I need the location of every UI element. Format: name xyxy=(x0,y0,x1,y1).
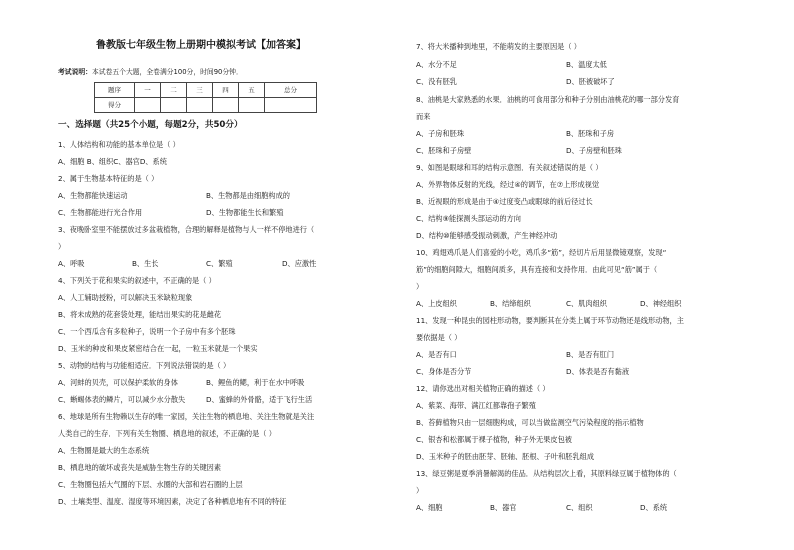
question-11: 11、发现一种昆虫的园柱形动物，要判断其在分类上属于环节动物还是线形动物，主 xyxy=(416,316,684,325)
score-row xyxy=(95,98,317,113)
score-header-cell: 三 xyxy=(187,83,213,98)
question-9: 9、如图是眼球和耳的结构示意图．有关叙述错误的是（ ） xyxy=(416,163,603,172)
score-header-cell: 五 xyxy=(239,83,265,98)
score-header-cell: 二 xyxy=(161,83,187,98)
score-cell xyxy=(265,98,317,113)
question-4: 4、下列关于花和果实的叙述中，不正确的是（ ） xyxy=(58,276,216,285)
option-c: C、银杏和松都属于裸子植物，种子外无果皮包被 xyxy=(416,435,572,444)
question-10-cont: 筋”的细胞间隙大，细胞间质多，具有连接和支持作用．由此可见“筋”属于（ xyxy=(416,265,658,274)
score-cell xyxy=(239,98,265,113)
option-d: D、生物都能生长和繁殖 xyxy=(206,208,284,217)
option-b: B、生物都是由细胞构成的 xyxy=(206,191,290,200)
instructions-label: 考试说明： xyxy=(58,68,92,76)
option-c: C、肌肉组织 xyxy=(566,299,607,308)
option-b: B、是否有肛门 xyxy=(566,350,615,359)
option-a: A、水分不足 xyxy=(416,60,457,69)
option-d: D、蜜蜂的外骨骼，适于飞行生活 xyxy=(206,395,313,404)
option-b: B、鲤鱼的鳃，利于在水中呼吸 xyxy=(206,378,305,387)
question-7: 7、将大米播种到地里，不能萌发的主要原因是（ ） xyxy=(416,42,581,51)
option-a: A、上皮组织 xyxy=(416,299,457,308)
option-c: C、胚珠和子房壁 xyxy=(416,146,472,155)
option-c: C、蜥蜴体表的鳞片，可以减少水分散失 xyxy=(58,395,186,404)
question-13: 13、绿豆粥是夏季消暑解渴的佳品．从结构层次上看，其原料绿豆属于植物体的（ xyxy=(416,469,677,478)
option-a: A、子房和胚珠 xyxy=(416,129,465,138)
option-d: D、玉米种子的胚由胚芽、胚轴、胚根、子叶和胚乳组成 xyxy=(416,452,595,461)
option-d: D、神经组织 xyxy=(640,299,682,308)
score-cell xyxy=(213,98,239,113)
score-row-label: 得分 xyxy=(95,98,135,113)
option-c: C、没有胚乳 xyxy=(416,77,457,86)
option-d: D、系统 xyxy=(640,503,668,512)
exam-instructions xyxy=(58,69,243,76)
question-3-cont: ） xyxy=(58,242,66,251)
option-d: D、结构⑩能够感受振动刺激，产生神经冲动 xyxy=(416,231,558,240)
option-d: D、胚被破坏了 xyxy=(566,77,615,86)
option-a: A、外界物体反射的光线，经过④的调节，在⑦上形成视觉 xyxy=(416,180,600,189)
score-header-cell: 一 xyxy=(135,83,161,98)
option-b: B、近视眼的形成是由于④过度变凸或眼球的前后径过长 xyxy=(416,197,593,206)
score-cell xyxy=(135,98,161,113)
option-c: C、身体是否分节 xyxy=(416,367,472,376)
question-11-cont: 要依据是（ ） xyxy=(416,333,462,342)
option-a: A、呼吸 xyxy=(58,259,85,268)
question-5: 5、动物的结构与功能相适应．下列说法错误的是（ ） xyxy=(58,361,231,370)
option-b: B、结缔组织 xyxy=(490,299,531,308)
score-table xyxy=(94,82,317,113)
question-8-cont: 而来 xyxy=(416,112,431,121)
question-8: 8、油桃是大家熟悉的水果．油桃的可食用部分和种子分别由油桃花的哪一部分发育 xyxy=(416,95,680,104)
question-6-cont: 人类自己的生存．下列有关生物圈、栖息地的叙述，不正确的是（ ） xyxy=(58,429,276,438)
score-header-cell: 题序 xyxy=(95,83,135,98)
option-a: A、生物都能快速运动 xyxy=(58,191,128,200)
option-line: A、细胞 B、组织C、器官D、系统 xyxy=(58,157,167,166)
score-cell xyxy=(161,98,187,113)
option-a: A、是否有口 xyxy=(416,350,457,359)
instructions-text: 本试卷五个大题，全卷满分100分，时间90分钟． xyxy=(91,68,243,76)
option-a: A、细胞 xyxy=(416,503,443,512)
option-d: D、玉米的种皮和果皮紧密结合在一起，一粒玉米就是一个果实 xyxy=(58,344,258,353)
option-b: B、胚珠和子房 xyxy=(566,129,615,138)
score-header-cell: 四 xyxy=(213,83,239,98)
question-3: 3、夜晚卧室里不能摆放过多盆栽植物，合理的解释是植物与人一样不停地进行（ xyxy=(58,225,315,234)
option-c: C、组织 xyxy=(566,503,593,512)
option-c: C、繁殖 xyxy=(206,259,233,268)
option-a: A、河蚌的贝壳，可以保护柔软的身体 xyxy=(58,378,178,387)
question-2: 2、属于生物基本特征的是（ ） xyxy=(58,174,159,183)
question-10: 10、鸡翅鸡爪是人们喜爱的小吃，鸡爪多“筋”，经切片后用显微镜观察，发现“ xyxy=(416,248,667,257)
option-d: D、体表是否有黏液 xyxy=(566,367,630,376)
question-13-cont: ） xyxy=(416,486,424,495)
score-header-row xyxy=(95,83,317,98)
option-c: C、生物圈包括大气圈的下层、水圈的大部和岩石圈的上层 xyxy=(58,480,243,489)
option-d: D、子房壁和胚珠 xyxy=(566,146,622,155)
question-10-cont2: ） xyxy=(416,282,424,291)
score-cell xyxy=(187,98,213,113)
option-c: C、生物都能进行光合作用 xyxy=(58,208,143,217)
option-c: C、结构⑨能探测头部运动的方向 xyxy=(416,214,521,223)
option-a: A、紫菜、海带、满江红都靠孢子繁殖 xyxy=(416,401,536,410)
option-b: B、生长 xyxy=(132,259,159,268)
option-c: C、一个西瓜含有多粒种子，说明一个子房中有多个胚珠 xyxy=(58,327,236,336)
option-d: D、土壤类型、温度、湿度等环境因素，决定了各种栖息地有不同的特征 xyxy=(58,497,287,506)
option-d: D、应激性 xyxy=(282,259,317,268)
question-1: 1、人体结构和功能的基本单位是（ ） xyxy=(58,140,180,149)
question-6: 6、地球是所有生物赖以生存的唯一家园，关注生物的栖息地、关注生物就是关注 xyxy=(58,412,315,421)
option-b: B、将未成熟的花套袋处理，能结出果实的花是雌花 xyxy=(58,310,222,319)
section-heading: 一、选择题（共25个小题，每题2分，共50分） xyxy=(58,120,243,130)
option-b: B、栖息地的破坏或丧失是威胁生物生存的关键因素 xyxy=(58,463,222,472)
option-b: B、苔藓植物只由一层细胞构成，可以当做监测空气污染程度的指示植物 xyxy=(416,418,644,427)
score-header-cell: 总分 xyxy=(265,83,317,98)
option-a: A、生物圈是最大的生态系统 xyxy=(58,446,150,455)
page-title: 鲁教版七年级生物上册期中模拟考试【加答案】 xyxy=(96,40,306,51)
option-a: A、人工辅助授粉，可以解决玉米缺粒现象 xyxy=(58,293,193,302)
option-b: B、器官 xyxy=(490,503,517,512)
option-b: B、温度太低 xyxy=(566,60,607,69)
question-12: 12、请你选出对相关植物正确的描述（ ） xyxy=(416,384,550,393)
